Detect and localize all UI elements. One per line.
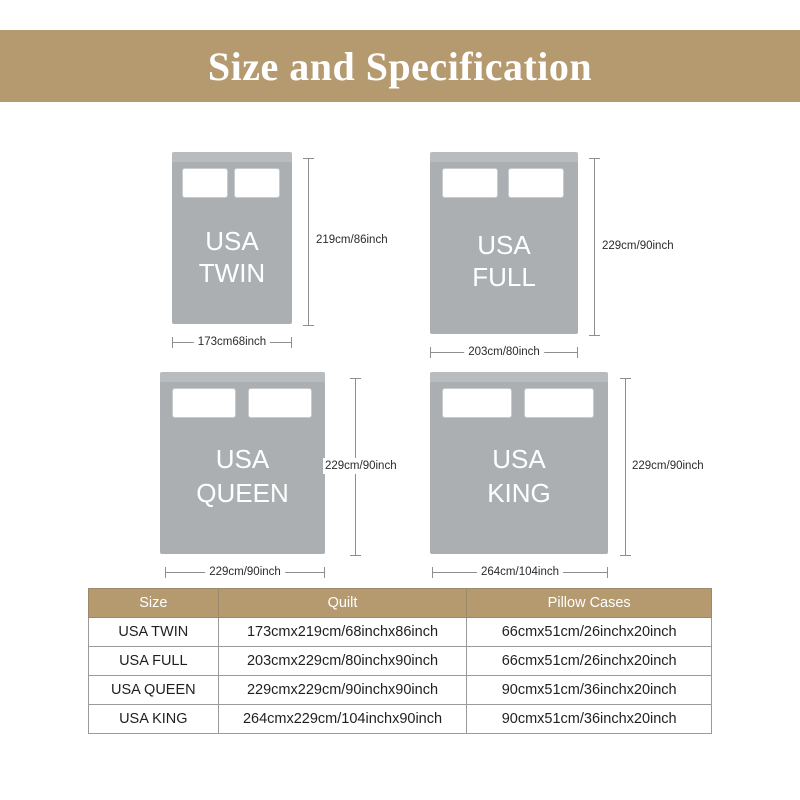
cell-pillow: 90cmx51cm/36inchx20inch <box>467 705 712 734</box>
height-dimension-label-full: 229cm/90inch <box>602 240 674 252</box>
cell-pillow: 66cmx51cm/26inchx20inch <box>467 647 712 676</box>
table-header-size: Size <box>89 589 219 618</box>
bed-name-line1: USA <box>215 444 270 474</box>
width-dimension-label-queen: 229cm/90inch <box>205 566 285 578</box>
bed-shape-full <box>430 152 578 334</box>
pillow-icon <box>442 388 512 418</box>
header-banner <box>0 30 800 102</box>
bed-name-line2: TWIN <box>198 258 266 288</box>
width-dimension-label-twin: 173cm68inch <box>194 336 270 348</box>
cell-quilt: 229cmx229cm/90inchx90inch <box>218 676 467 705</box>
cell-size: USA FULL <box>89 647 219 676</box>
specification-table <box>88 588 712 734</box>
bed-shape-queen <box>160 372 325 554</box>
pillow-icon <box>508 168 564 198</box>
height-dimension-line-king <box>625 378 626 556</box>
table-row <box>89 647 712 676</box>
cell-quilt: 203cmx229cm/80inchx90inch <box>218 647 467 676</box>
page-title: Size and Specification <box>207 43 593 89</box>
bed-name-line1: USA <box>205 226 259 256</box>
height-dimension-label-queen: 229cm/90inch <box>325 460 397 472</box>
table-header-row <box>89 589 712 618</box>
cell-size: USA TWIN <box>89 618 219 647</box>
bed-diagram-king <box>430 372 730 578</box>
table-row <box>89 618 712 647</box>
bed-shape-king <box>430 372 608 554</box>
bed-name-line2: KING <box>487 478 551 508</box>
bed-diagram-twin <box>172 152 388 348</box>
height-dimension-line-full <box>594 158 595 336</box>
table-header-pillow-cases: Pillow Cases <box>467 589 712 618</box>
table-header-quilt: Quilt <box>218 589 467 618</box>
pillow-icon <box>248 388 312 418</box>
cell-quilt: 264cmx229cm/104inchx90inch <box>218 705 467 734</box>
cell-size: USA QUEEN <box>89 676 219 705</box>
bed-shape-twin <box>172 152 292 324</box>
height-dimension-line-twin <box>308 158 309 326</box>
bed-diagrams <box>0 112 800 582</box>
pillow-icon <box>442 168 498 198</box>
height-dimension-label-twin: 219cm/86inch <box>316 234 388 246</box>
pillow-icon <box>524 388 594 418</box>
cell-size: USA KING <box>89 705 219 734</box>
table-row <box>89 676 712 705</box>
bed-name-line2: QUEEN <box>196 478 289 508</box>
pillow-icon <box>182 168 228 198</box>
bed-name-line2: FULL <box>472 262 536 292</box>
pillow-icon <box>172 388 236 418</box>
bed-name-line1: USA <box>492 444 546 474</box>
bed-diagram-queen <box>160 372 420 578</box>
cell-quilt: 173cmx219cm/68inchx86inch <box>218 618 467 647</box>
cell-pillow: 66cmx51cm/26inchx20inch <box>467 618 712 647</box>
table-row <box>89 705 712 734</box>
bed-diagram-full <box>430 142 730 358</box>
height-dimension-label-king: 229cm/90inch <box>632 460 704 472</box>
width-dimension-label-king: 264cm/104inch <box>477 566 563 578</box>
width-dimension-label-full: 203cm/80inch <box>464 346 544 358</box>
bed-name-line1: USA <box>477 230 531 260</box>
pillow-icon <box>234 168 280 198</box>
cell-pillow: 90cmx51cm/36inchx20inch <box>467 676 712 705</box>
